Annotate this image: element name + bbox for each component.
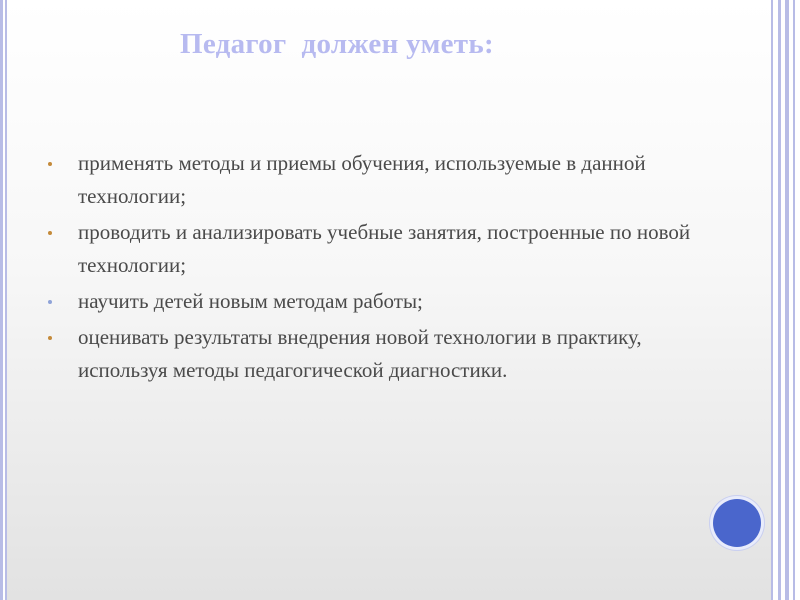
bullet-text: применять методы и приемы обучения, используемые в данной технологии; bbox=[78, 151, 646, 208]
bullet-item bbox=[48, 321, 698, 387]
right-frame-line-1 bbox=[778, 0, 781, 600]
bullet-text: оценивать результаты внедрения новой технологии в практику, используя методы педагогической диагностики. bbox=[78, 325, 642, 382]
bullet-list bbox=[48, 147, 698, 390]
bullet-item bbox=[48, 285, 698, 318]
bullet-text: проводить и анализировать учебные занятия, построенные по новой технологии; bbox=[78, 220, 691, 277]
bullet-dot-icon bbox=[48, 162, 52, 166]
bullet-item bbox=[48, 147, 698, 213]
bullet-dot-icon bbox=[48, 336, 52, 340]
slide-title: Педагог должен уметь: bbox=[180, 28, 494, 60]
right-frame-line-3 bbox=[793, 0, 795, 600]
bullet-text: научить детей новым методам работы; bbox=[78, 289, 423, 313]
bullet-item bbox=[48, 216, 698, 282]
right-frame-line-2 bbox=[785, 0, 789, 600]
bullet-dot-icon bbox=[48, 300, 52, 304]
circle-ornament-icon bbox=[713, 499, 761, 547]
left-frame-line bbox=[0, 0, 3, 600]
bullet-dot-icon bbox=[48, 231, 52, 235]
